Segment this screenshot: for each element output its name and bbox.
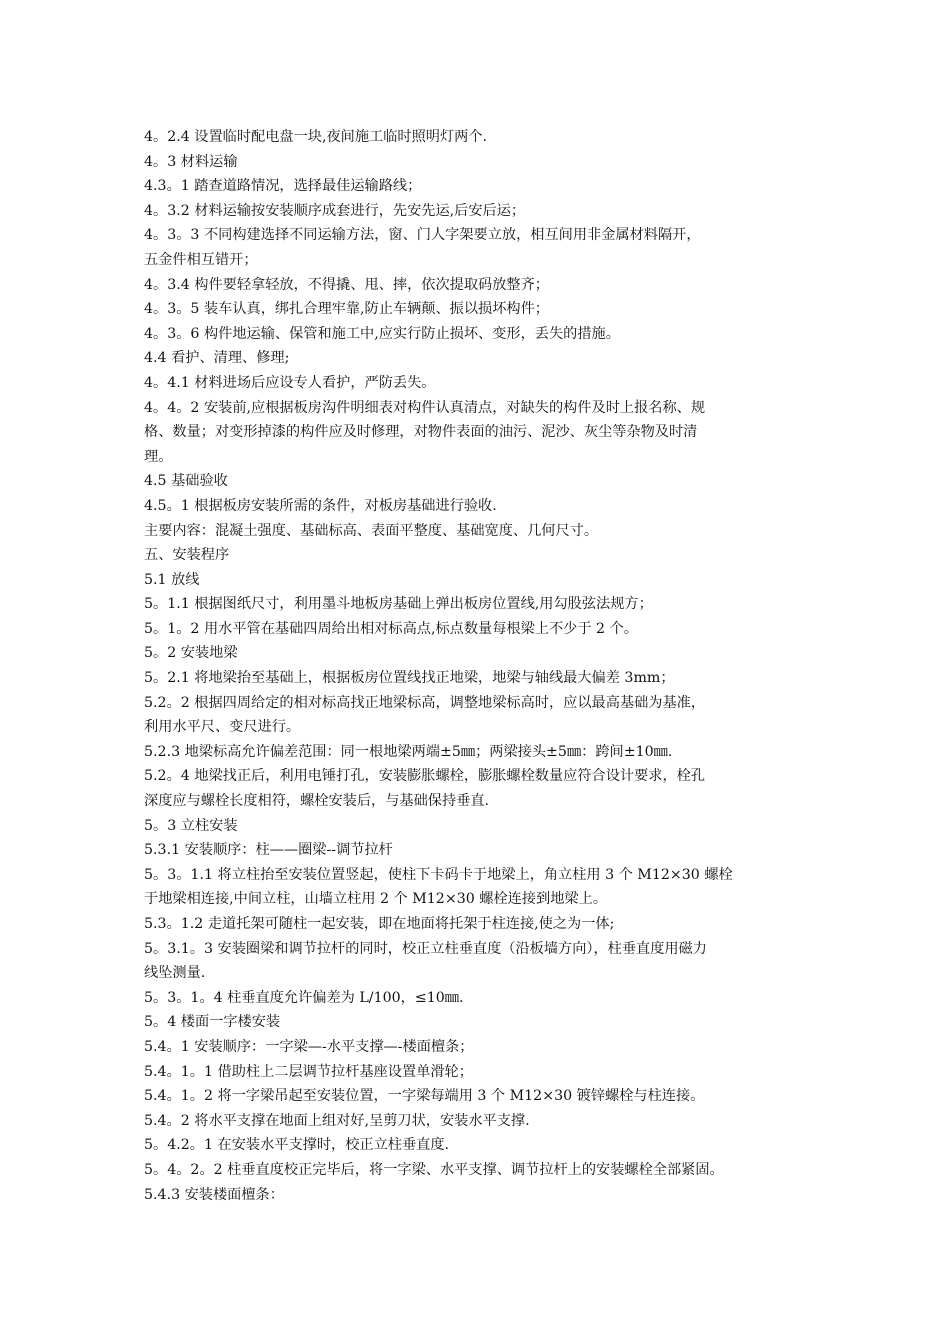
text-line: 5.3。1.2 走道托架可随柱一起安装，即在地面将托架于柱连接,使之为一体; — [144, 916, 615, 932]
text-line: 4。3。5 装车认真，绑扎合理牢靠,防止车辆颠、振以损坏构件； — [144, 301, 549, 318]
chapter-heading: 五、安装程序 — [144, 547, 230, 564]
text-line: 5。4.2。1 在安装水平支撑时，校正立柱垂直度. — [144, 1137, 450, 1154]
text-line: 5.4.3 安装楼面檀条： — [144, 1186, 284, 1203]
text-line: 4.5。1 根据板房安装所需的条件，对板房基础进行验收. — [144, 497, 497, 514]
text-line: 5.3.1 安装顺序：柱——圈梁--调节拉杆 — [144, 842, 393, 859]
text-line: 5。3。1.1 将立柱抬至安装位置竖起，使柱下卡码卡于地梁上，角立柱用 3 个 M12×30 螺栓 — [144, 866, 733, 883]
text-line: 五金件相互错开； — [144, 251, 258, 268]
text-line: 5。1。2 用水平管在基础四周给出相对标高点,标点数量每根梁上不少于 2 个。 — [144, 620, 638, 637]
text-line: 5.4。2 将水平支撑在地面上组对好,呈剪刀状，安装水平支撑. — [144, 1112, 530, 1129]
text-line: 5。3。1。4 柱垂直度允许偏差为 L/100，≤10㎜. — [144, 989, 464, 1006]
text-line: 深度应与螺栓长度相符，螺栓安装后，与基础保持垂直. — [144, 793, 490, 810]
text-line: 4.3。1 踏查道路情况，选择最佳运输路线； — [144, 178, 422, 195]
text-line: 5。2.1 将地梁抬至基础上，根据板房位置线找正地梁，地梁与轴线最大偏差 3mm； — [144, 670, 675, 687]
section-heading: 4。3 材料运输 — [144, 153, 238, 170]
text-line: 4。4.1 材料进场后应设专人看护，严防丢失。 — [144, 374, 436, 391]
text-line: 4。3。6 构件地运输、保管和施工中,应实行防止损坏、变形，丢失的措施。 — [144, 325, 620, 342]
text-line: 4。3.4 构件要轻拿轻放，不得撬、甩、摔，依次提取码放整齐； — [144, 276, 549, 293]
text-line: 格、数量；对变形掉漆的构件应及时修理，对物件表面的油污、泥沙、灰尘等杂物及时清 — [144, 424, 698, 441]
text-line: 4。2.4 设置临时配电盘一块,夜间施工临时照明灯两个. — [144, 129, 488, 145]
text-line: 4。4。2 安装前,应根据板房沟件明细表对构件认真清点，对缺失的构件及时上报名称、规 — [144, 399, 706, 416]
section-heading: 4.5 基础验收 — [144, 473, 228, 490]
text-line: 线坠测量. — [144, 965, 206, 982]
text-line: 5。1.1 根据图纸尺寸，利用墨斗地板房基础上弹出板房位置线,用勾股弦法规方； — [144, 596, 653, 613]
text-line: 4。3.2 材料运输按安装顺序成套进行，先安先运,后安后运； — [144, 202, 526, 219]
text-line: 5.4。1。2 将一字梁吊起至安装位置，一字梁每端用 3 个 M12×30 镀锌螺栓与柱连接。 — [144, 1088, 705, 1105]
text-line: 5.2。4 地梁找正后，利用电锤打孔，安装膨胀螺栓，膨胀螺栓数量应符合设计要求，栓孔 — [144, 768, 706, 785]
text-line: 5.4。1 安装顺序：一字梁—-水平支撑—-楼面檀条； — [144, 1038, 474, 1055]
section-heading: 5。3 立柱安装 — [144, 817, 238, 834]
text-line: 主要内容：混凝土强度、基础标高、表面平整度、基础宽度、几何尺寸。 — [144, 522, 599, 539]
text-line: 5。4。2。2 柱垂直度校正完毕后，将一字梁、水平支撑、调节拉杆上的安装螺栓全部紧固。 — [144, 1161, 724, 1178]
section-heading: 5。4 楼面一字楼安装 — [144, 1014, 281, 1031]
text-line: 5。3.1。3 安装圈梁和调节拉杆的同时，校正立柱垂直度（沿板墙方向），柱垂直度用磁力 — [144, 940, 707, 957]
document-body — [144, 125, 812, 1207]
section-heading: 5.1 放线 — [144, 571, 200, 588]
section-heading: 4.4 看护、清理、修理; — [144, 350, 290, 367]
text-line: 于地梁相连接,中间立柱，山墙立柱用 2 个 M12×30 螺栓连接到地梁上。 — [144, 891, 607, 908]
text-line: 4。3。3 不同构建选择不同运输方法，窗、门人字架要立放，相互间用非金属材料隔开， — [144, 227, 701, 244]
text-line: 5.2.3 地梁标高允许偏差范围：同一根地梁两端±5㎜；两梁接头±5㎜：跨间±10㎜. — [144, 743, 673, 760]
text-line: 5.2。2 根据四周给定的相对标高找正地梁标高，调整地梁标高时，应以最高基础为基准， — [144, 694, 706, 711]
text-line: 5.4。1。1 借助柱上二层调节拉杆基座设置单滑轮； — [144, 1063, 473, 1080]
text-line: 利用水平尺、变尺进行。 — [144, 719, 301, 736]
section-heading: 5。2 安装地梁 — [144, 645, 238, 662]
text-line: 理。 — [144, 448, 173, 465]
